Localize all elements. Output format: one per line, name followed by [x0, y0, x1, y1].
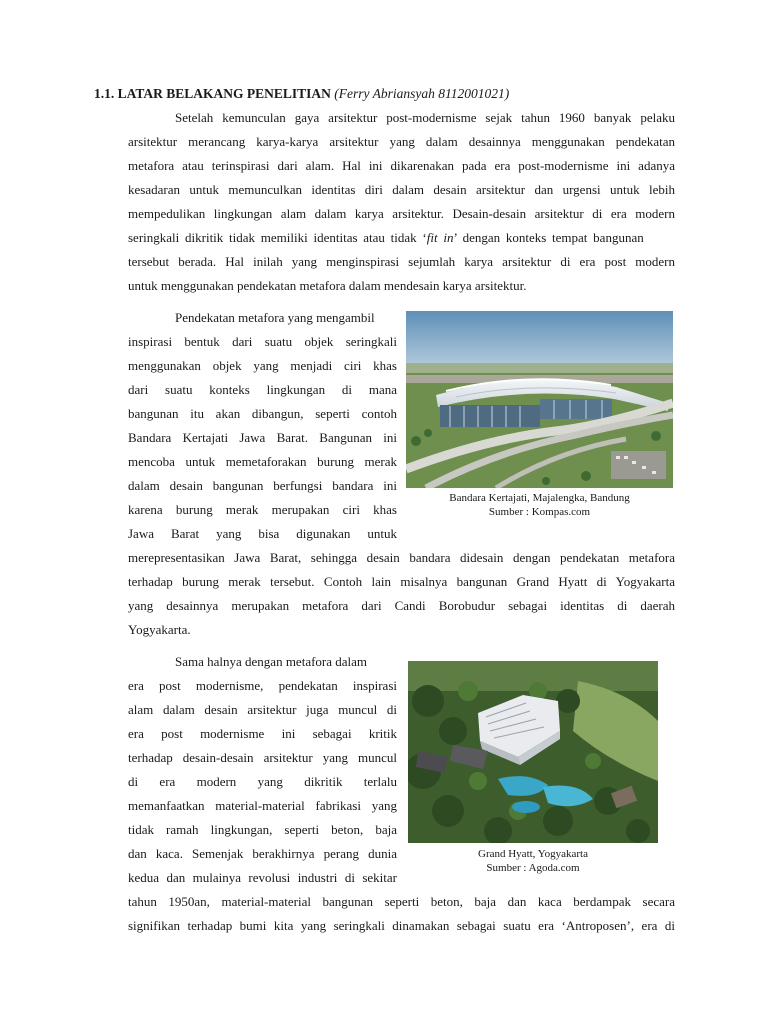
text-line: Jawa Barat yang bisa digunakan untuk — [128, 526, 397, 541]
figure-1-source: Sumber : Kompas.com — [488, 506, 591, 518]
text-line: kesadaran untuk memunculkan identitas diri dalam desain arsitektur dan urgensi untuk lebih — [128, 182, 675, 197]
figure-2-title: Grand Hyatt, Yogyakarta — [478, 848, 588, 860]
text-line: dalam desain bangunan berfungsi bandara ini — [128, 478, 397, 493]
figure-1-title: Bandara Kertajati, Majalengka, Bandung — [449, 492, 630, 504]
text-line: memanfaatkan material-material fabrikasi yang — [128, 798, 397, 813]
hotel-photo — [408, 661, 658, 843]
figure-2-source: Sumber : Agoda.com — [486, 862, 580, 874]
text-line: menggunakan objek yang menjadi ciri khas — [128, 358, 397, 373]
section-title: LATAR BELAKANG PENELITIAN — [117, 86, 331, 101]
text-line: kedua dan mulainya revolusi industri di sekitar — [128, 870, 397, 885]
text-line: mencoba untuk memetaforakan burung merak — [128, 454, 397, 469]
text-line: terhadap desain-desain arsitektur yang muncul — [128, 750, 397, 765]
text-line: Yogyakarta. — [128, 622, 191, 637]
text-line: mempedulikan lingkungan alam dalam karya arsitektur. Desain-desain arsitektur di era modern — [128, 206, 675, 221]
text-line: signifikan terhadap bumi kita yang seringkali dinamakan sebagai suatu era ‘Antroposen’, era di — [128, 918, 675, 933]
text-line: era post modernisme, pendekatan inspirasi — [128, 678, 397, 693]
text-line: metafora atau terinspirasi dari alam. Hal ini dikarenakan pada era post-modernisme ini adanya — [128, 158, 675, 173]
text-line: arsitektur merancang karya-karya arsitektur yang dalam desainnya menggunakan pendekatan — [128, 134, 675, 149]
italic-term: fit in — [426, 230, 454, 245]
text-line: Bandara Kertajati Jawa Barat. Bangunan ini — [128, 430, 397, 445]
figure-1-caption — [406, 491, 673, 519]
text-line: seringkali dikritik tidak memiliki identitas atau tidak ‘fit in’ dengan konteks tempat bangunan — [128, 230, 644, 245]
text-line: tahun 1950an, material-material bangunan seperti beton, baja dan kaca berdampak secara — [128, 894, 675, 909]
text-line: yang desainnya merupakan metafora dari Candi Borobudur sebagai identitas di daerah — [128, 598, 675, 613]
text-line: terhadap burung merak tersebut. Contoh lain misalnya bangunan Grand Hyatt di Yogyakarta — [128, 574, 675, 589]
text-line: Setelah kemunculan gaya arsitektur post-modernisme sejak tahun 1960 banyak pelaku — [175, 110, 675, 125]
text-line: di era modern yang dikritik terlalu — [128, 774, 397, 789]
text-line: Sama halnya dengan metafora dalam — [175, 654, 368, 669]
text-line: Pendekatan metafora yang mengambil — [175, 310, 375, 325]
section-author: (Ferry Abriansyah 8112001021) — [334, 86, 510, 101]
airport-photo — [406, 311, 673, 488]
text-line: dan kaca. Semenjak berakhirnya perang dunia — [128, 846, 397, 861]
figure-2-caption — [408, 847, 658, 875]
text-line: untuk menggunakan pendekatan metafora dalam mendesain karya arsitektur. — [128, 278, 527, 293]
text-line: inspirasi bentuk dari suatu objek seringkali — [128, 334, 397, 349]
section-number: 1.1. — [94, 86, 115, 101]
text-line: era post modernisme ini sebagai kritik — [128, 726, 397, 741]
text-line: tidak ramah lingkungan, seperti beton, baja — [128, 822, 397, 837]
text-line: tersebut berada. Hal inilah yang menginspirasi sejumlah karya arsitektur di era post modern — [128, 254, 675, 269]
text-line: karena burung merak merupakan ciri khas — [128, 502, 397, 517]
text-line: merepresentasikan Jawa Barat, sehingga desain bandara didesain dengan pendekatan metafora — [128, 550, 675, 565]
text-line: dari suatu konteks lingkungan di mana — [128, 382, 397, 397]
text-line: alam dalam desain arsitektur juga muncul di — [128, 702, 397, 717]
section-heading — [94, 86, 509, 102]
text-line: bangunan itu akan dibangun, seperti contoh — [128, 406, 397, 421]
